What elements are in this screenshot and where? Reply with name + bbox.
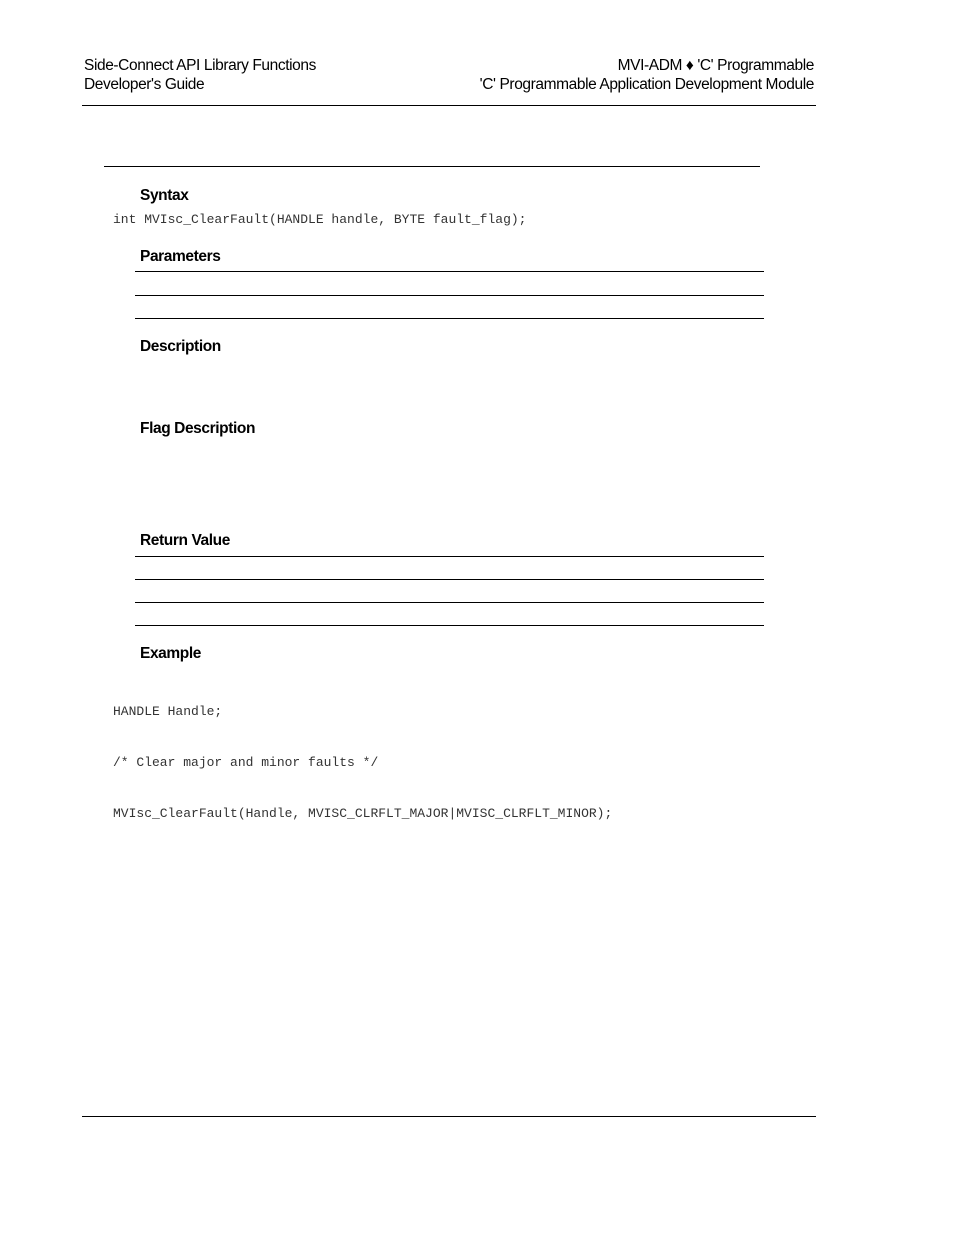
- header-left: [84, 56, 316, 94]
- header-right: [480, 56, 814, 94]
- description-heading: Description: [140, 338, 221, 355]
- example-code-block: [113, 669, 612, 839]
- parameters-table-rule: [135, 271, 764, 272]
- parameters-table-rule: [135, 295, 764, 296]
- return-value-table-rule: [135, 625, 764, 626]
- flag-description-heading: Flag Description: [140, 420, 256, 437]
- header-left-title: Side-Connect API Library Functions: [84, 57, 316, 74]
- example-code-line: HANDLE Handle;: [113, 704, 223, 719]
- syntax-code: int MVIsc_ClearFault(HANDLE handle, BYTE fault_flag);: [113, 212, 527, 227]
- header-right-title: MVI-ADM ♦ 'C' Programmable: [617, 57, 814, 74]
- function-top-rule: [104, 166, 760, 167]
- footer-divider: [82, 1116, 816, 1117]
- parameters-heading: Parameters: [140, 248, 221, 265]
- return-value-heading: Return Value: [140, 532, 230, 549]
- parameters-table-rule: [135, 318, 764, 319]
- header-right-subtitle: 'C' Programmable Application Development Module: [479, 76, 814, 93]
- syntax-heading: Syntax: [140, 187, 189, 204]
- return-value-table-rule: [135, 579, 764, 580]
- header-left-subtitle: Developer's Guide: [84, 76, 205, 93]
- example-code-line: /* Clear major and minor faults */: [113, 755, 379, 770]
- return-value-table-rule: [135, 602, 764, 603]
- return-value-table-rule: [135, 556, 764, 557]
- header-divider: [82, 105, 816, 106]
- example-heading: Example: [140, 645, 201, 662]
- example-code-line: MVIsc_ClearFault(Handle, MVISC_CLRFLT_MAJOR|MVISC_CLRFLT_MINOR);: [113, 806, 613, 821]
